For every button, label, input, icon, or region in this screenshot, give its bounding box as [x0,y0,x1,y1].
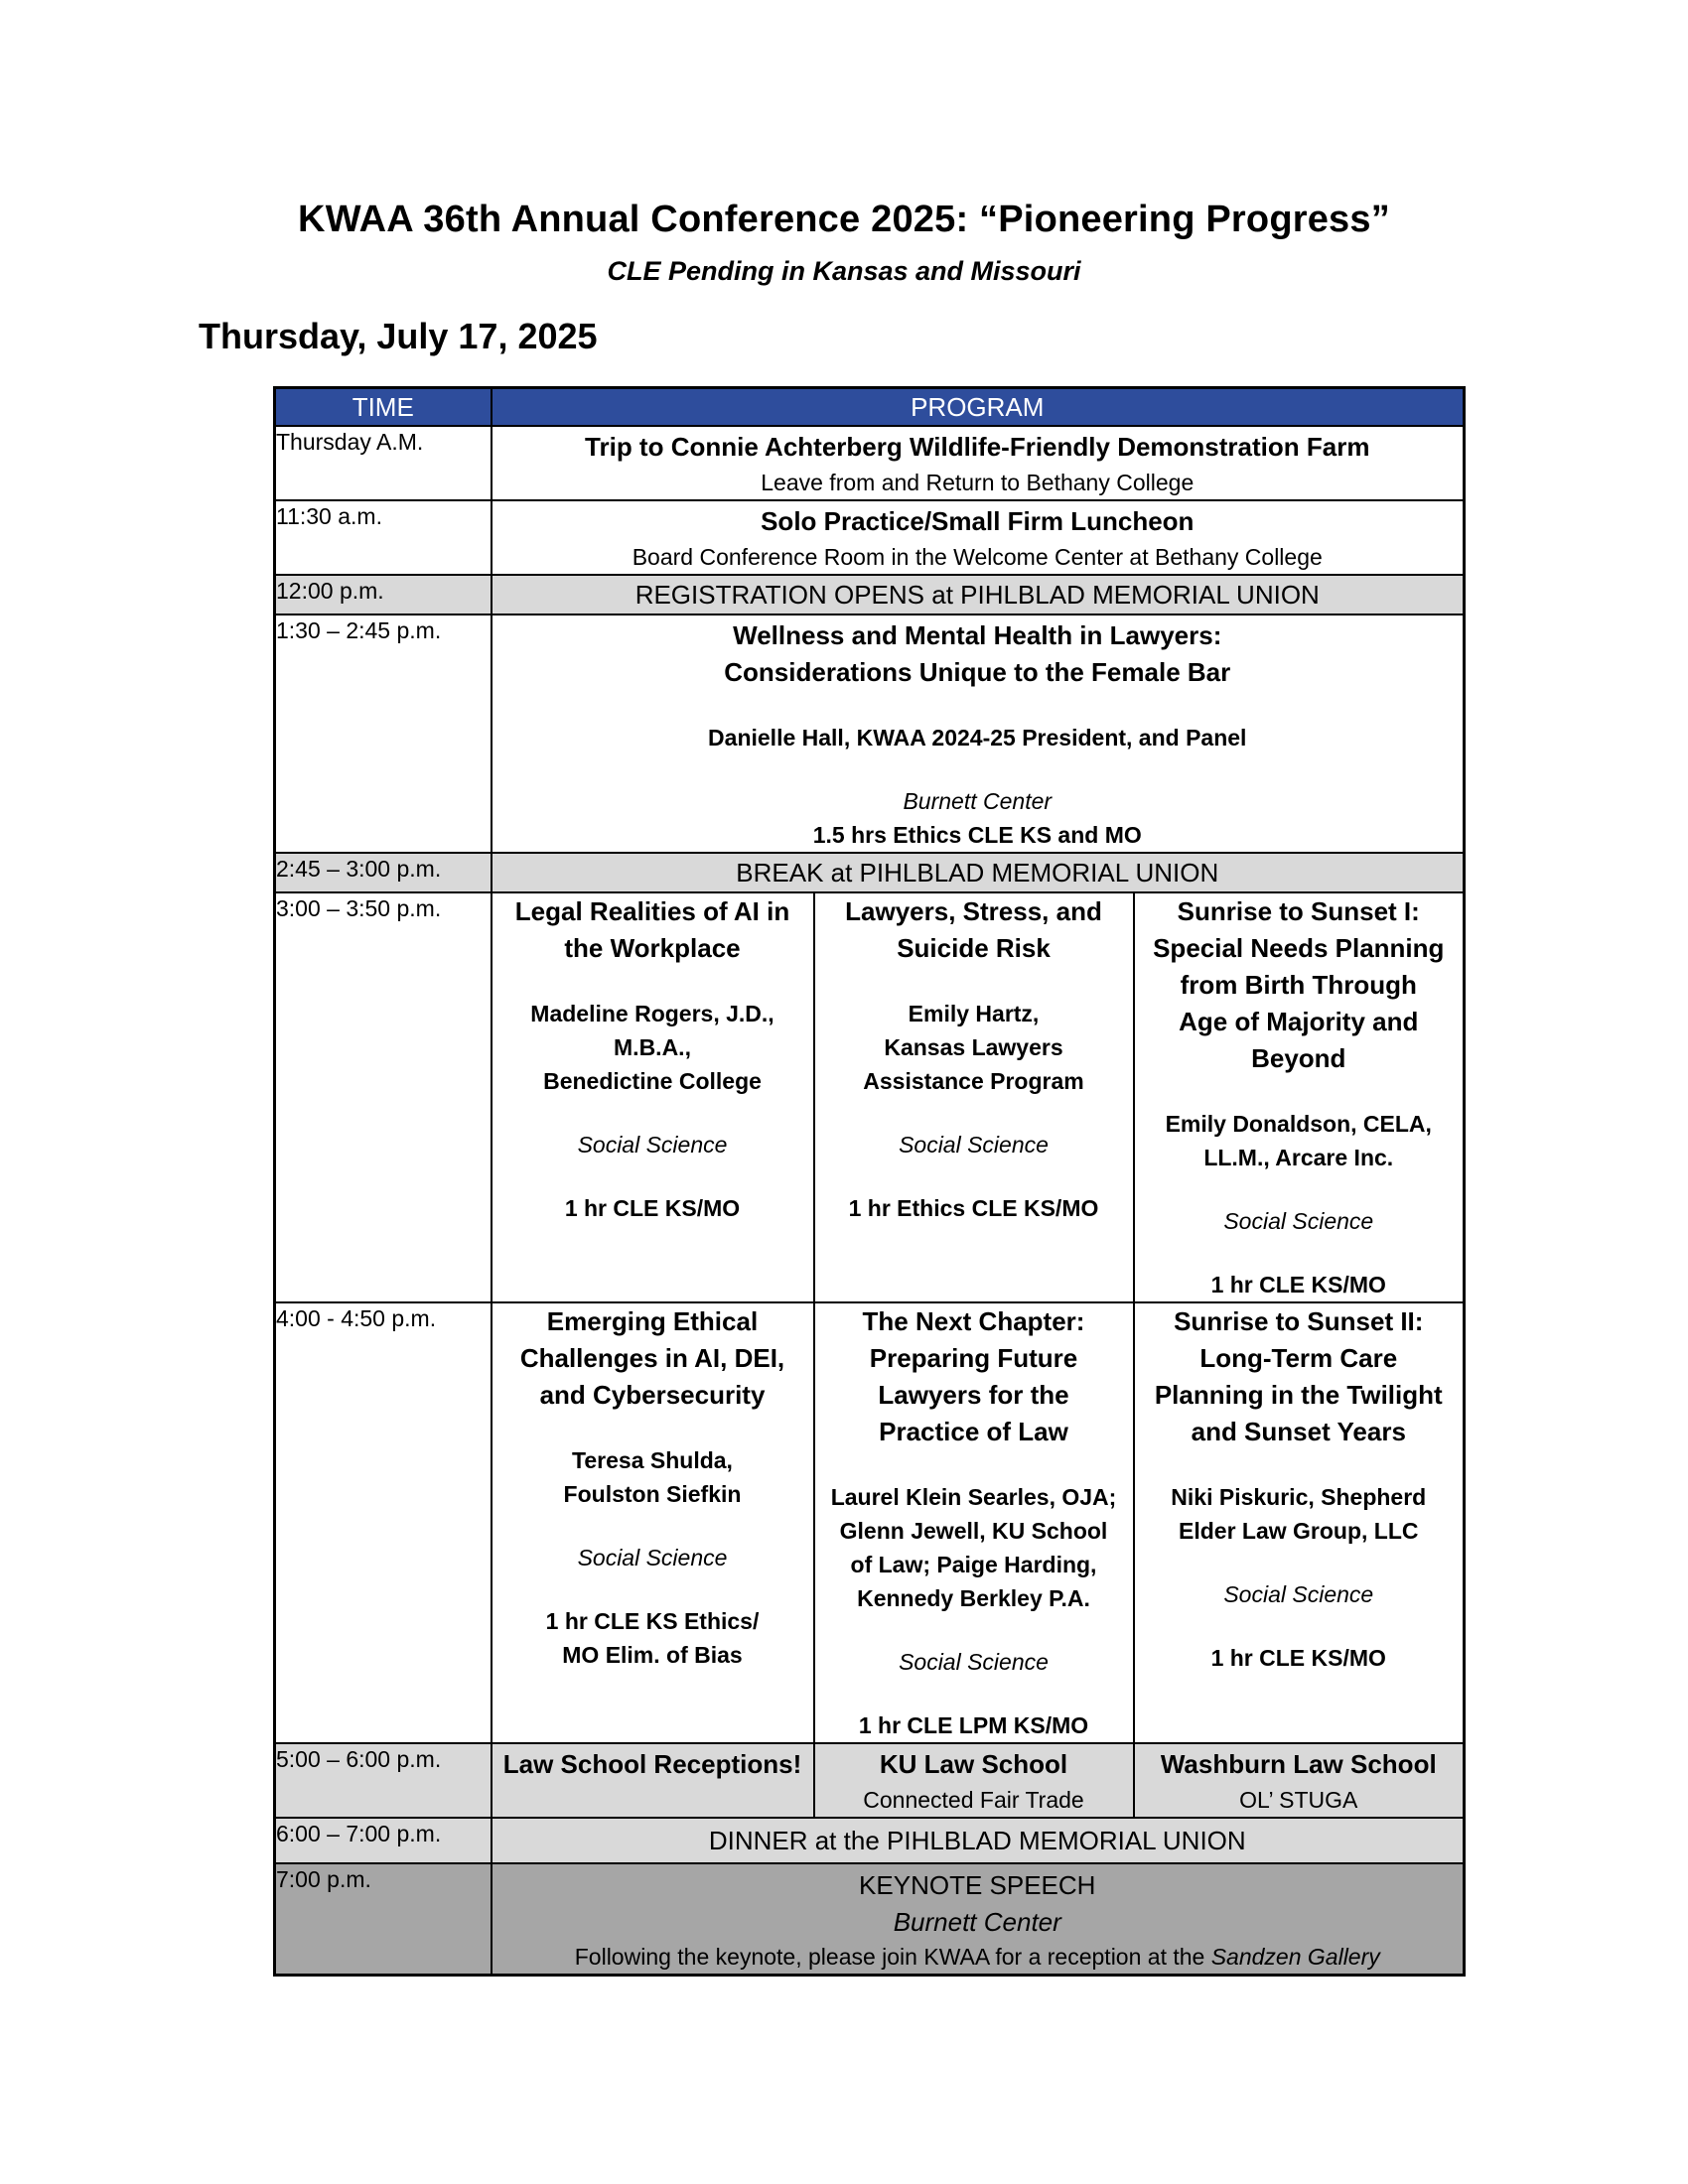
time-cell: 12:00 p.m. [275,575,492,614]
presenter: Madeline Rogers, J.D., [530,1001,774,1026]
session-cell [814,892,1134,1302]
program-cell: DINNER at the PIHLBLAD MEMORIAL UNION [492,1818,1465,1863]
table-row [275,426,1465,500]
session-title: and Sunset Years [1191,1417,1406,1446]
time-cell: 1:30 – 2:45 p.m. [275,614,492,853]
session-title: KU Law School [879,1749,1068,1779]
program-cell: BREAK at PIHLBLAD MEMORIAL UNION [492,853,1465,892]
session-subtitle: OL’ STUGA [1239,1787,1358,1813]
session-cell [492,1302,814,1743]
table-header-row [275,388,1465,427]
time-cell: 5:00 – 6:00 p.m. [275,1743,492,1818]
presenter: Kansas Lawyers [884,1034,1063,1060]
table-row [275,1818,1465,1863]
session-title: Lawyers for the [878,1380,1069,1410]
session-cell [1134,892,1465,1302]
presenter: Teresa Shulda, [572,1447,733,1473]
session-title: Law School Receptions! [502,1749,802,1779]
session-title: Special Needs Planning [1153,933,1445,963]
presenter: Foulston Siefkin [563,1481,742,1507]
note-text: Following the keynote, please join KWAA for a reception at the [574,1944,1211,1970]
session-cell [1134,1302,1465,1743]
category: Social Science [577,1545,728,1570]
program-cell [492,1743,814,1818]
table-row [275,614,1465,853]
table-row [275,1302,1465,1743]
presenter: Kennedy Berkley P.A. [857,1585,1090,1611]
program-cell: REGISTRATION OPENS at PIHLBLAD MEMORIAL UNION [492,575,1465,614]
program-cell [492,500,1465,575]
session-title: Emerging Ethical [546,1306,759,1336]
session-title: the Workplace [564,933,741,963]
location: Burnett Center [903,788,1053,814]
session-title: Long-Term Care [1199,1343,1398,1373]
session-title: Preparing Future [869,1343,1078,1373]
session-subtitle: Connected Fair Trade [863,1787,1084,1813]
table-row [275,853,1465,892]
session-title: Sunrise to Sunset II: [1174,1306,1424,1336]
presenter: M.B.A., [614,1034,691,1060]
session-cell [492,892,814,1302]
time-cell: 6:00 – 7:00 p.m. [275,1818,492,1863]
session-title: KEYNOTE SPEECH [859,1870,1096,1900]
category: Social Science [1223,1581,1374,1607]
session-title: Age of Majority and [1179,1007,1419,1036]
location: Burnett Center [893,1907,1061,1937]
category: Social Science [1223,1208,1374,1234]
session-title: Solo Practice/Small Firm Luncheon [761,506,1195,536]
category: Social Science [899,1132,1049,1158]
presenter: Assistance Program [863,1068,1084,1094]
document-title: KWAA 36th Annual Conference 2025: “Pioneering Progress” [298,199,1390,240]
presenter: Glenn Jewell, KU School [839,1518,1108,1544]
document-subtitle: CLE Pending in Kansas and Missouri [607,256,1081,286]
session-cell [814,1302,1134,1743]
time-cell: 11:30 a.m. [275,500,492,575]
table-row [275,1863,1465,1976]
session-note [492,1940,1464,1974]
schedule-table [273,386,1466,1977]
table-row [275,1743,1465,1818]
venue-name: Sandzen Gallery [1210,1944,1380,1970]
session-title: The Next Chapter: [862,1306,1085,1336]
category: Social Science [577,1132,728,1158]
session-subtitle: Leave from and Return to Bethany College [761,470,1195,495]
session-title: from Birth Through [1180,970,1417,1000]
time-cell: 4:00 - 4:50 p.m. [275,1302,492,1743]
session-title: Practice of Law [879,1417,1068,1446]
day-heading: Thursday, July 17, 2025 [199,316,598,356]
session-title: Sunrise to Sunset I: [1177,896,1420,926]
session-title: Considerations Unique to the Female Bar [724,657,1231,687]
program-cell [492,426,1465,500]
presenter: Emily Donaldson, CELA, [1165,1111,1432,1137]
time-cell: 3:00 – 3:50 p.m. [275,892,492,1302]
session-title: Washburn Law School [1160,1749,1437,1779]
category: Social Science [899,1649,1049,1675]
session-title: Legal Realities of AI in [514,896,790,926]
session-title: Challenges in AI, DEI, [519,1343,785,1373]
presenter: Emily Hartz, [908,1001,1040,1026]
session-title: Planning in the Twilight [1154,1380,1443,1410]
cle-credit: 1 hr CLE KS/MO [1210,1272,1386,1297]
session-subtitle: Board Conference Room in the Welcome Center at Bethany College [632,544,1323,570]
program-cell [814,1743,1134,1818]
program-column-header: PROGRAM [492,388,1465,427]
session-title: Lawyers, Stress, and [845,896,1102,926]
presenter: Benedictine College [543,1068,762,1094]
presenter: Laurel Klein Searles, OJA; [830,1484,1117,1510]
program-cell [1134,1743,1465,1818]
time-cell: Thursday A.M. [275,426,492,500]
table-row [275,575,1465,614]
table-row [275,500,1465,575]
session-title: Beyond [1251,1043,1346,1073]
presenter: Danielle Hall, KWAA 2024-25 President, and Panel [708,725,1247,751]
presenter: Niki Piskuric, Shepherd [1171,1484,1427,1510]
cle-credit: MO Elim. of Bias [562,1642,743,1668]
program-cell [492,614,1465,853]
time-column-header: TIME [275,388,492,427]
cle-credit: 1 hr CLE LPM KS/MO [858,1712,1089,1738]
program-cell [492,1863,1465,1976]
cle-credit: 1 hr CLE KS/MO [564,1195,741,1221]
table-row [275,892,1465,1302]
presenter: of Law; Paige Harding, [850,1552,1097,1577]
cle-credit: 1.5 hrs Ethics CLE KS and MO [812,822,1142,848]
cle-credit: 1 hr CLE KS/MO [1210,1645,1386,1671]
cle-credit: 1 hr CLE KS Ethics/ [545,1608,760,1634]
session-title: and Cybersecurity [539,1380,766,1410]
time-cell: 7:00 p.m. [275,1863,492,1976]
time-cell: 2:45 – 3:00 p.m. [275,853,492,892]
cle-credit: 1 hr Ethics CLE KS/MO [848,1195,1099,1221]
session-title: Trip to Connie Achterberg Wildlife-Friendly Demonstration Farm [585,432,1370,462]
presenter: LL.M., Arcare Inc. [1203,1145,1394,1170]
session-title: Suicide Risk [897,933,1051,963]
presenter: Elder Law Group, LLC [1179,1518,1419,1544]
session-title: Wellness and Mental Health in Lawyers: [733,620,1222,650]
